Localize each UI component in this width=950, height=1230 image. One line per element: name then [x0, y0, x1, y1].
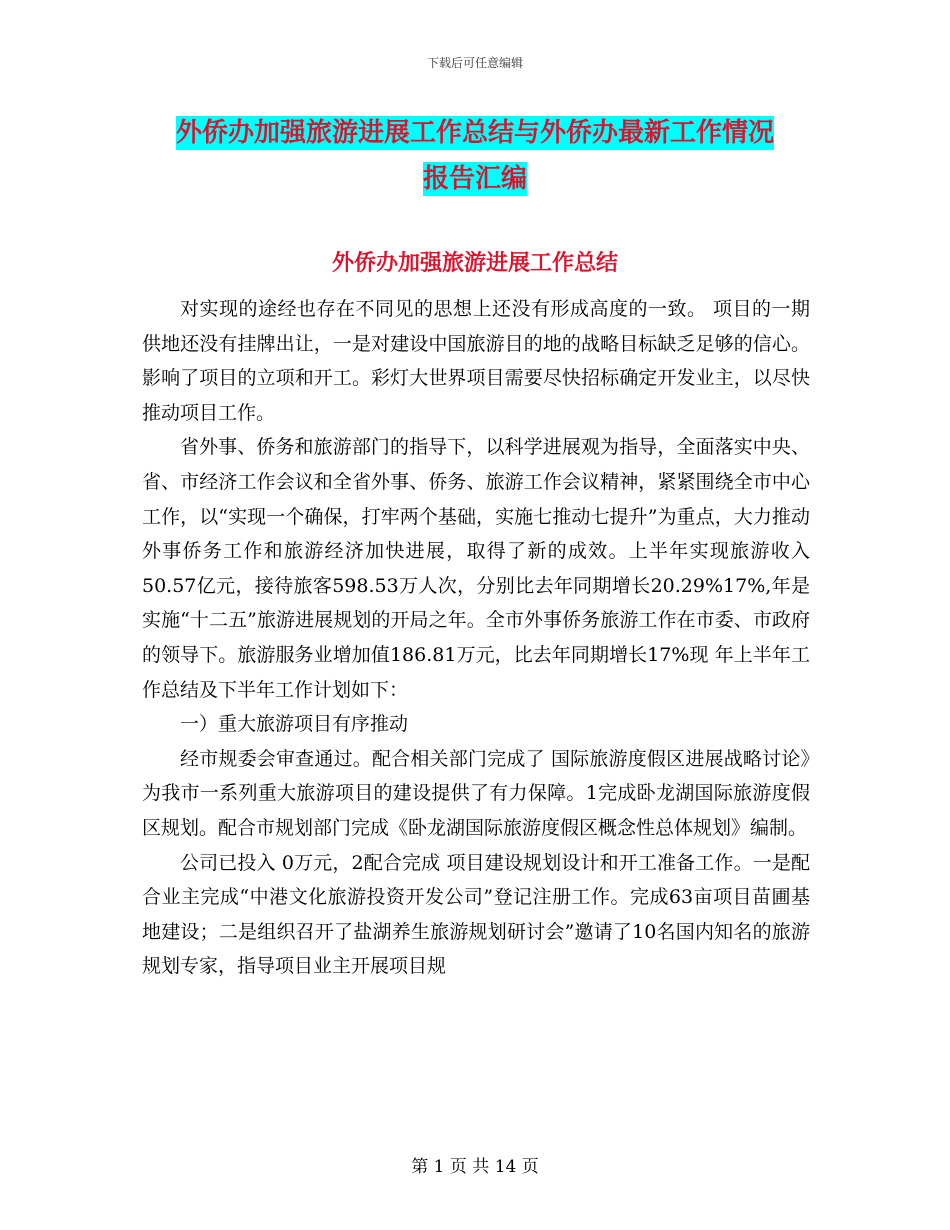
page-footer: 第 1 页 共 14 页	[411, 1157, 539, 1177]
body-text	[142, 292, 810, 984]
header-note: 下载后可任意编辑	[426, 56, 523, 70]
paragraph: 省外事、侨务和旅游部门的指导下，以科学进展观为指导，全面落实中央、省、市经济工作会议和全省外事、侨务、旅游工作会议精神，紧紧围绕全市中心工作，以“实现一个确保，打牢两个基础，实施七推动七提升”为重点，大力推动外事侨务工作和旅游经济加快进展，取得了新的成效。上半年实现旅游收入50.57亿元，接待旅客598.53万人次，分别比去年同期增长20.29%17%,年是实施“十二五”旅游进展规划的开局之年。全市外事侨务旅游工作在市委、市政府的领导下。旅游服务业增加值186.81万元，比去年同期增长17%现 年上半年工作总结及下半年工作计划如下：	[142, 436, 810, 701]
paragraph: 公司已投入 0万元，2配合完成 项目建设规划设计和开工准备工作。一是配合业主完成“中港文化旅游投资开发公司”登记注册工作。完成63亩项目苗圃基地建设；二是组织召开了盐湖养生旅游规划研讨会”邀请了10名国内知名的旅游规划专家，指导项目业主开展项目规	[142, 851, 810, 978]
paragraph: 对实现的途经也存在不同见的思想上还没有形成高度的一致。 项目的一期供地还没有挂牌出让，一是对建设中国旅游目的地的战略目标缺乏足够的信心。影响了项目的立项和开工。彩灯大世界项目需要尽快招标确定开发业主，以尽快推动项目工作。	[142, 298, 810, 424]
paragraph: 一）重大旅游项目有序推动	[180, 713, 409, 736]
title-line-1: 外侨办加强旅游进展工作总结与外侨办最新工作情况	[175, 118, 774, 148]
section-title: 外侨办加强旅游进展工作总结	[331, 251, 618, 276]
document-title	[140, 110, 810, 202]
paragraph: 经市规委会审查通过。配合相关部门完成了 国际旅游度假区进展战略讨论》为我市一系列重大旅游项目的建设提供了有力保障。1完成卧龙湖国际旅游度假区规划。配合市规划部门完成《卧龙湖国际旅游度假区概念性总体规划》编制。	[142, 747, 810, 839]
title-line-2: 报告汇编	[422, 164, 527, 194]
